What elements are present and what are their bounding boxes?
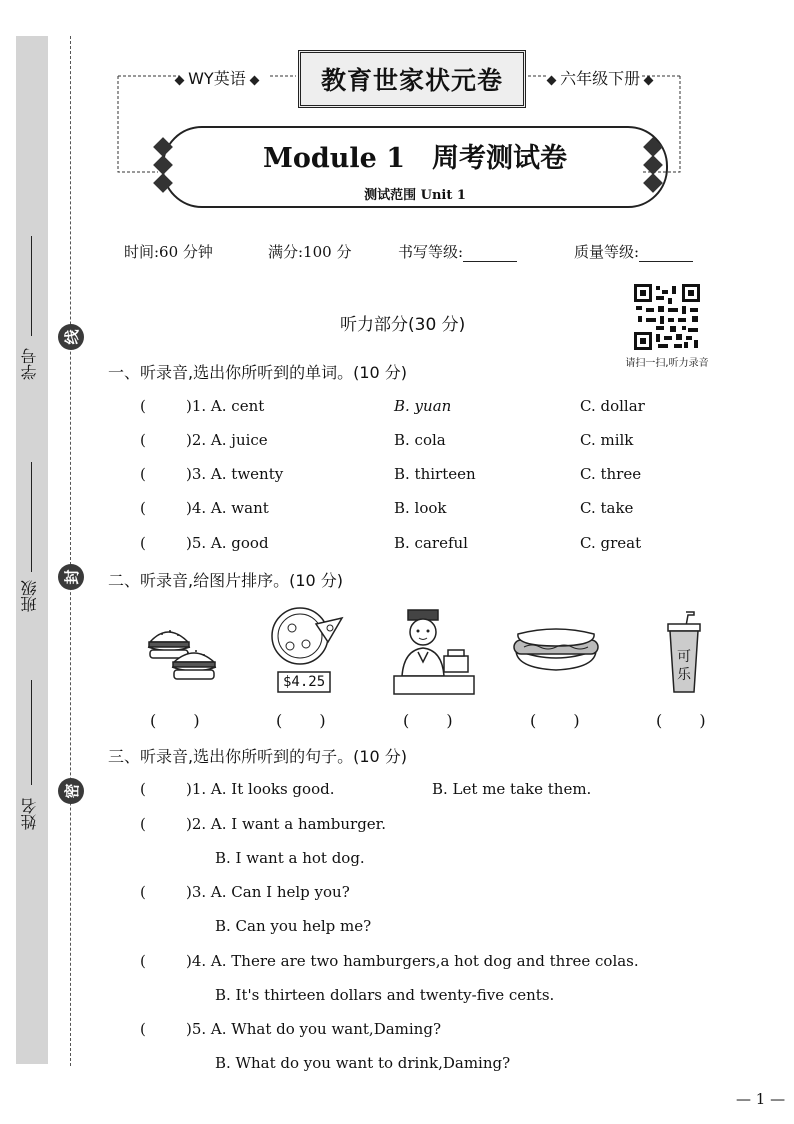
answer-paren[interactable]: ( <box>140 883 146 901</box>
s1-q4-c: C. take <box>580 499 634 517</box>
order-blank-5[interactable]: ( ) <box>656 711 706 730</box>
s3-q2-b: B. I want a hot dog. <box>215 849 365 867</box>
diamond-icon <box>644 76 654 86</box>
student-no-line <box>31 236 32 336</box>
s1-q1-a: )1. A. cent <box>186 397 265 415</box>
class-line <box>31 462 32 572</box>
diamond-icon <box>175 76 185 86</box>
diamond-icon <box>249 76 259 86</box>
s1-q4-a: )4. A. want <box>186 499 269 517</box>
s1-q5-b: B. careful <box>394 534 468 552</box>
quality-grade <box>574 241 693 262</box>
s1-q3-a: )3. A. twenty <box>186 465 284 483</box>
order-blank-1[interactable]: ( ) <box>150 711 200 730</box>
grade-tag-text: 六年级下册 <box>560 69 641 88</box>
price-tag: $4.25 <box>283 674 326 690</box>
section-1-title: 一、听录音,选出你所听到的单词。(10 分) <box>108 363 408 382</box>
section-2-title: 二、听录音,给图片排序。(10 分) <box>108 571 344 590</box>
s3-q3-b: B. Can you help me? <box>215 917 372 935</box>
listening-title: 听力部分(30 分) <box>340 315 466 335</box>
answer-paren[interactable]: ( <box>140 780 146 798</box>
writing-grade <box>398 241 517 262</box>
answer-paren[interactable]: ( <box>140 815 146 833</box>
diamond-icon <box>547 76 557 86</box>
subject-tag-text: WY英语 <box>188 69 246 88</box>
s3-q2-a: )2. A. I want a hamburger. <box>186 815 386 833</box>
seal-secret-badge: 密 <box>58 778 84 804</box>
s3-q5-b: B. What do you want to drink,Daming? <box>215 1054 511 1072</box>
hamburgers-picture <box>144 620 220 684</box>
s3-q4-a: )4. A. There are two hamburgers,a hot dog and three colas. <box>186 952 639 970</box>
s3-q1-b: B. Let me take them. <box>432 780 592 798</box>
writing-grade-label: 书写等级: <box>398 243 464 261</box>
quality-grade-blank[interactable] <box>639 248 693 262</box>
student-no-label: 学号 <box>20 348 39 380</box>
answer-paren[interactable]: ( <box>140 465 146 483</box>
answer-paren[interactable]: ( <box>140 952 146 970</box>
class-label: 班级 <box>20 580 39 612</box>
answer-paren[interactable]: ( <box>140 1020 146 1038</box>
s1-q3-c: C. three <box>580 465 642 483</box>
s1-q2-a: )2. A. juice <box>186 431 268 449</box>
s3-q3-a: )3. A. Can I help you? <box>186 883 350 901</box>
qr-code-icon[interactable] <box>634 284 700 350</box>
order-blank-4[interactable]: ( ) <box>530 711 580 730</box>
s1-q2-b: B. cola <box>394 431 446 449</box>
s3-q4-b: B. It's thirteen dollars and twenty-five cents. <box>215 986 555 1004</box>
s1-q2-c: C. milk <box>580 431 634 449</box>
cut-line <box>70 36 71 1066</box>
page-title: Module 1 周考测试卷 <box>262 143 568 174</box>
s1-q5-a: )5. A. good <box>186 534 269 552</box>
order-blank-2[interactable]: ( ) <box>276 711 326 730</box>
s1-q5-c: C. great <box>580 534 642 552</box>
hot-dog-picture <box>510 624 602 674</box>
s1-q4-b: B. look <box>394 499 447 517</box>
answer-paren[interactable]: ( <box>140 499 146 517</box>
s1-q1-b: B. yuan <box>394 397 452 415</box>
cashier-picture <box>388 604 478 696</box>
seal-line-badge: 线 <box>58 324 84 350</box>
s3-q1-a: )1. A. It looks good. <box>186 780 335 798</box>
series-banner-text: 教育世家状元卷 <box>320 66 503 95</box>
page-number: — 1 — <box>736 1090 786 1108</box>
name-label: 姓名 <box>20 798 39 830</box>
order-blank-3[interactable]: ( ) <box>403 711 453 730</box>
quality-grade-label: 质量等级: <box>574 243 640 261</box>
subject-tag <box>176 66 258 89</box>
answer-paren[interactable]: ( <box>140 431 146 449</box>
time-info: 时间:60 分钟 <box>124 243 213 261</box>
name-line <box>31 680 32 785</box>
s1-q1-row <box>140 397 146 415</box>
writing-grade-blank[interactable] <box>463 248 517 262</box>
qr-caption: 请扫一扫,听力录音 <box>625 358 709 369</box>
section-3-title: 三、听录音,选出你所听到的句子。(10 分) <box>108 747 408 766</box>
seal-seal-badge: 封 <box>58 564 84 590</box>
cola-label: 可乐 <box>677 649 691 683</box>
series-banner <box>298 50 526 108</box>
binding-strip <box>16 36 48 1064</box>
answer-paren[interactable]: ( <box>140 397 146 415</box>
s1-q1-c: C. dollar <box>580 397 645 415</box>
s1-q3-b: B. thirteen <box>394 465 476 483</box>
test-scope: 测试范围 Unit 1 <box>364 188 466 203</box>
answer-paren[interactable]: ( <box>140 534 146 552</box>
grade-tag <box>548 66 652 89</box>
s3-q5-a: )5. A. What do you want,Daming? <box>186 1020 441 1038</box>
score-info: 满分:100 分 <box>268 243 352 261</box>
